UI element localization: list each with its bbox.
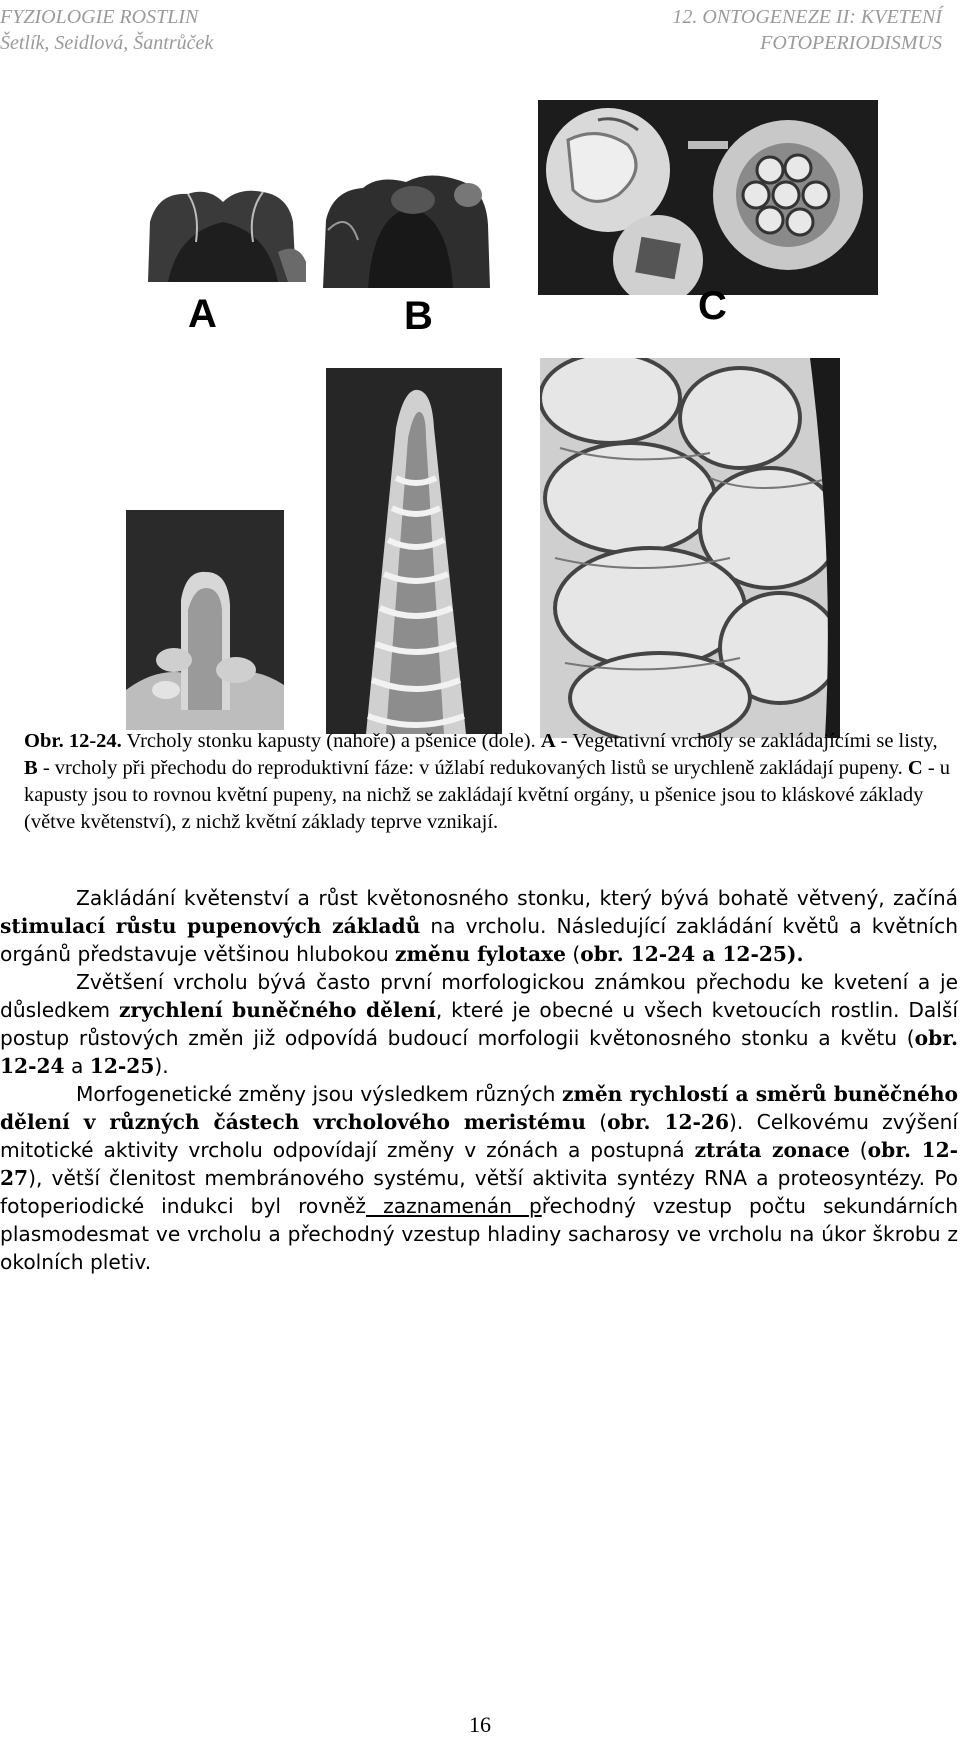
figure-reference: 12-25 <box>89 1054 155 1078</box>
header-chapter-subtitle: FOTOPERIODISMUS <box>760 32 942 54</box>
paragraph-1 <box>0 884 958 968</box>
paragraph-3 <box>0 1080 958 1276</box>
figure-label-b: B <box>404 294 433 338</box>
caption-text: - vrcholy při přechodu do reproduktivní fáze: v úžlabí redukovaných listů se urychleně zakládají pupeny. <box>37 757 908 779</box>
text-run: řechodný vzestup počtu sekundárních plasmodesmat ve vrcholu a přechodný vzestup hladiny sacharosy ve vrcholu na úkor škrobu z okolních pletiv. <box>0 1194 959 1274</box>
emphasis: ztráta zonace <box>694 1138 850 1162</box>
text-run: Morfogenetické změny jsou výsledkem různých <box>76 1082 562 1106</box>
underlined-run: p <box>528 1194 542 1218</box>
figure-reference: obr. 12-27 <box>0 1138 959 1190</box>
text-run: na vrcholu. Následující zakládání květů a květních orgánů představuje většinou hlubokou <box>0 914 958 966</box>
caption-figure-number: Obr. 12-24. <box>24 730 122 752</box>
caption-text: - u kapusty jsou to rovnou květní pupeny, na nichž se zakládají květní orgány, u pšenice jsou to kláskové základy (větve květenství), z nichž květní základy teprve vznikají. <box>24 757 951 833</box>
header-authors: Šetlík, Seidlová, Šantrůček <box>0 32 214 54</box>
text-run: a <box>64 1054 90 1078</box>
emphasis: stimulací růstu pupenových základů <box>0 914 421 938</box>
text-run: ( <box>585 1110 608 1134</box>
photo-b-wheat-apex <box>326 368 502 734</box>
photo-b-cabbage-apex <box>318 170 494 288</box>
figure-reference: obr. 12-24 <box>0 1026 958 1078</box>
text-run: Zakládání květenství a růst květonosného stonku, který bývá bohatě větvený, začíná <box>76 886 958 910</box>
underlined-run: zaznamenán <box>366 1194 529 1218</box>
caption-text: Vrcholy stonku kapusty (nahoře) a pšenice (dole). <box>121 730 541 752</box>
paragraph-2 <box>0 968 958 1080</box>
caption-label-a: A <box>540 730 556 752</box>
photo-c-cabbage-buds <box>538 100 878 295</box>
caption-label-c: C <box>907 757 923 779</box>
photo-a-wheat-apex <box>126 510 284 730</box>
emphasis: změn rychlostí a směrů buněčného dělení v různých částech vrcholového meristému <box>0 1082 958 1134</box>
figure-reference: obr. 12-24 a 12-25). <box>580 942 804 966</box>
photo-a-cabbage-apex <box>138 182 308 282</box>
header-book-title: FYZIOLOGIE ROSTLIN <box>0 6 199 28</box>
text-run: ), větší členitost membránového systému, větší aktivita syntézy RNA a proteosyntézy. Po fotoperiodické indukci byl rovněž <box>0 1166 958 1218</box>
figure-12-24 <box>0 100 960 740</box>
text-run: Zvětšení vrcholu bývá často první morfologickou známkou přechodu ke kvetení a je důsledkem <box>0 970 958 1022</box>
figure-caption <box>24 728 952 836</box>
header-chapter-title: 12. ONTOGENEZE II: KVETENÍ <box>672 6 942 28</box>
emphasis: změnu fylotaxe <box>395 942 566 966</box>
photo-c-wheat-spikelets <box>540 358 840 738</box>
emphasis: zrychlení buněčného dělení <box>118 998 436 1022</box>
text-run: ). Celkovému zvýšení mitotické aktivity vrcholu odpovídají změny v zónách a postupná <box>0 1110 959 1162</box>
running-header-left <box>0 4 213 56</box>
page-number: 16 <box>469 1712 491 1737</box>
caption-label-b: B <box>24 757 38 779</box>
text-run: ( <box>849 1138 868 1162</box>
text-run: , které je obecné u všech kvetoucích rostlin. Další postup růstových změn již odpovídá budoucí morfologii květonosného stonku a květu ( <box>0 998 958 1050</box>
text-run: ( <box>565 942 581 966</box>
body-text <box>0 884 958 1276</box>
figure-label-a: A <box>188 292 217 336</box>
figure-reference: obr. 12-26 <box>607 1110 729 1134</box>
running-header-right <box>672 4 942 56</box>
figure-label-c: C <box>698 284 727 328</box>
caption-text: - Vegetativní vrcholy se zakládajícími se listy, <box>555 730 938 752</box>
text-run: ). <box>154 1054 169 1078</box>
